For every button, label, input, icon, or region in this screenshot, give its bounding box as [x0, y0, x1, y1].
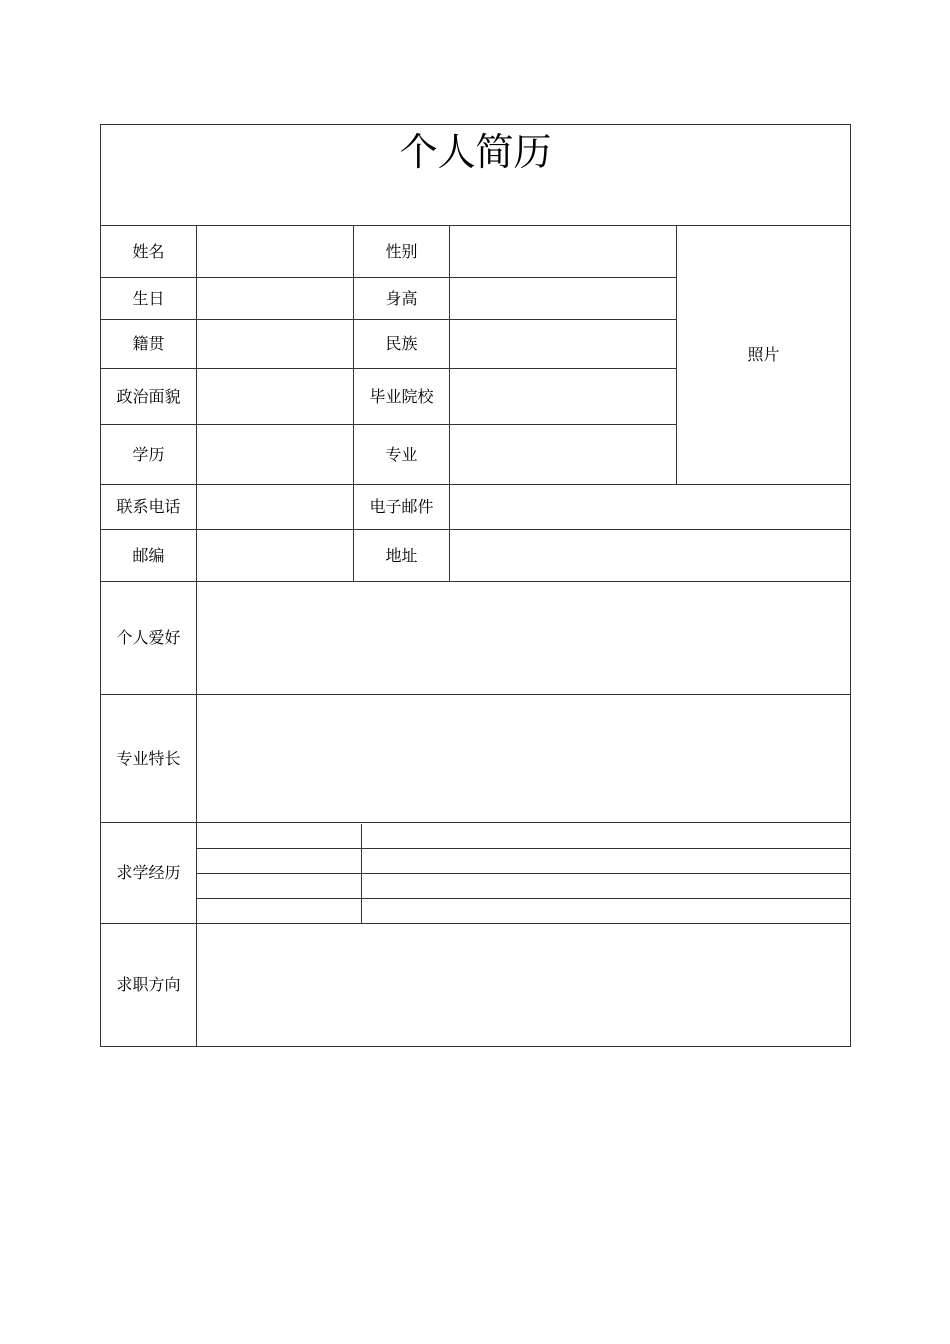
education-period-field[interactable] [197, 873, 361, 898]
gender-field[interactable] [450, 226, 677, 278]
photo-cell[interactable] [677, 226, 851, 485]
graduated-school-field[interactable] [450, 369, 677, 425]
page-title: 个人简历 [399, 130, 552, 174]
education-history-row [197, 898, 850, 923]
education-period-field[interactable] [197, 898, 361, 923]
resume-table [100, 124, 851, 1047]
name-label: 姓名 [101, 226, 197, 278]
height-label: 身高 [354, 278, 450, 320]
email-field[interactable] [450, 485, 851, 530]
education-history-cell [197, 823, 851, 924]
ethnicity-label: 民族 [354, 320, 450, 369]
political-status-label: 政治面貌 [101, 369, 197, 425]
email-label: 电子邮件 [354, 485, 450, 530]
job-objective-label: 求职方向 [101, 924, 197, 1047]
ethnicity-field[interactable] [450, 320, 677, 369]
education-detail-field[interactable] [361, 873, 850, 898]
height-field[interactable] [450, 278, 677, 320]
education-history-label: 求学经历 [101, 823, 197, 924]
native-place-label: 籍贯 [101, 320, 197, 369]
education-history-row [197, 824, 850, 849]
job-objective-field[interactable] [197, 924, 851, 1047]
photo-label: 照片 [747, 345, 780, 365]
postcode-field[interactable] [197, 530, 354, 582]
hobbies-field[interactable] [197, 582, 851, 695]
hobbies-label: 个人爱好 [101, 582, 197, 695]
education-period-field[interactable] [197, 824, 361, 849]
education-detail-field[interactable] [361, 824, 850, 849]
major-field[interactable] [450, 425, 677, 485]
birthday-field[interactable] [197, 278, 354, 320]
political-status-field[interactable] [197, 369, 354, 425]
address-label: 地址 [354, 530, 450, 582]
education-history-row [197, 848, 850, 873]
birthday-label: 生日 [101, 278, 197, 320]
education-period-field[interactable] [197, 848, 361, 873]
graduated-school-label: 毕业院校 [354, 369, 450, 425]
gender-label: 性别 [354, 226, 450, 278]
education-field[interactable] [197, 425, 354, 485]
education-history-row [197, 873, 850, 898]
postcode-label: 邮编 [101, 530, 197, 582]
education-history-table [197, 824, 850, 923]
title-cell [101, 125, 851, 226]
native-place-field[interactable] [197, 320, 354, 369]
name-field[interactable] [197, 226, 354, 278]
major-label: 专业 [354, 425, 450, 485]
address-field[interactable] [450, 530, 851, 582]
phone-label: 联系电话 [101, 485, 197, 530]
phone-field[interactable] [197, 485, 354, 530]
specialties-label: 专业特长 [101, 695, 197, 823]
education-detail-field[interactable] [361, 848, 850, 873]
specialties-field[interactable] [197, 695, 851, 823]
education-label: 学历 [101, 425, 197, 485]
education-detail-field[interactable] [361, 898, 850, 923]
